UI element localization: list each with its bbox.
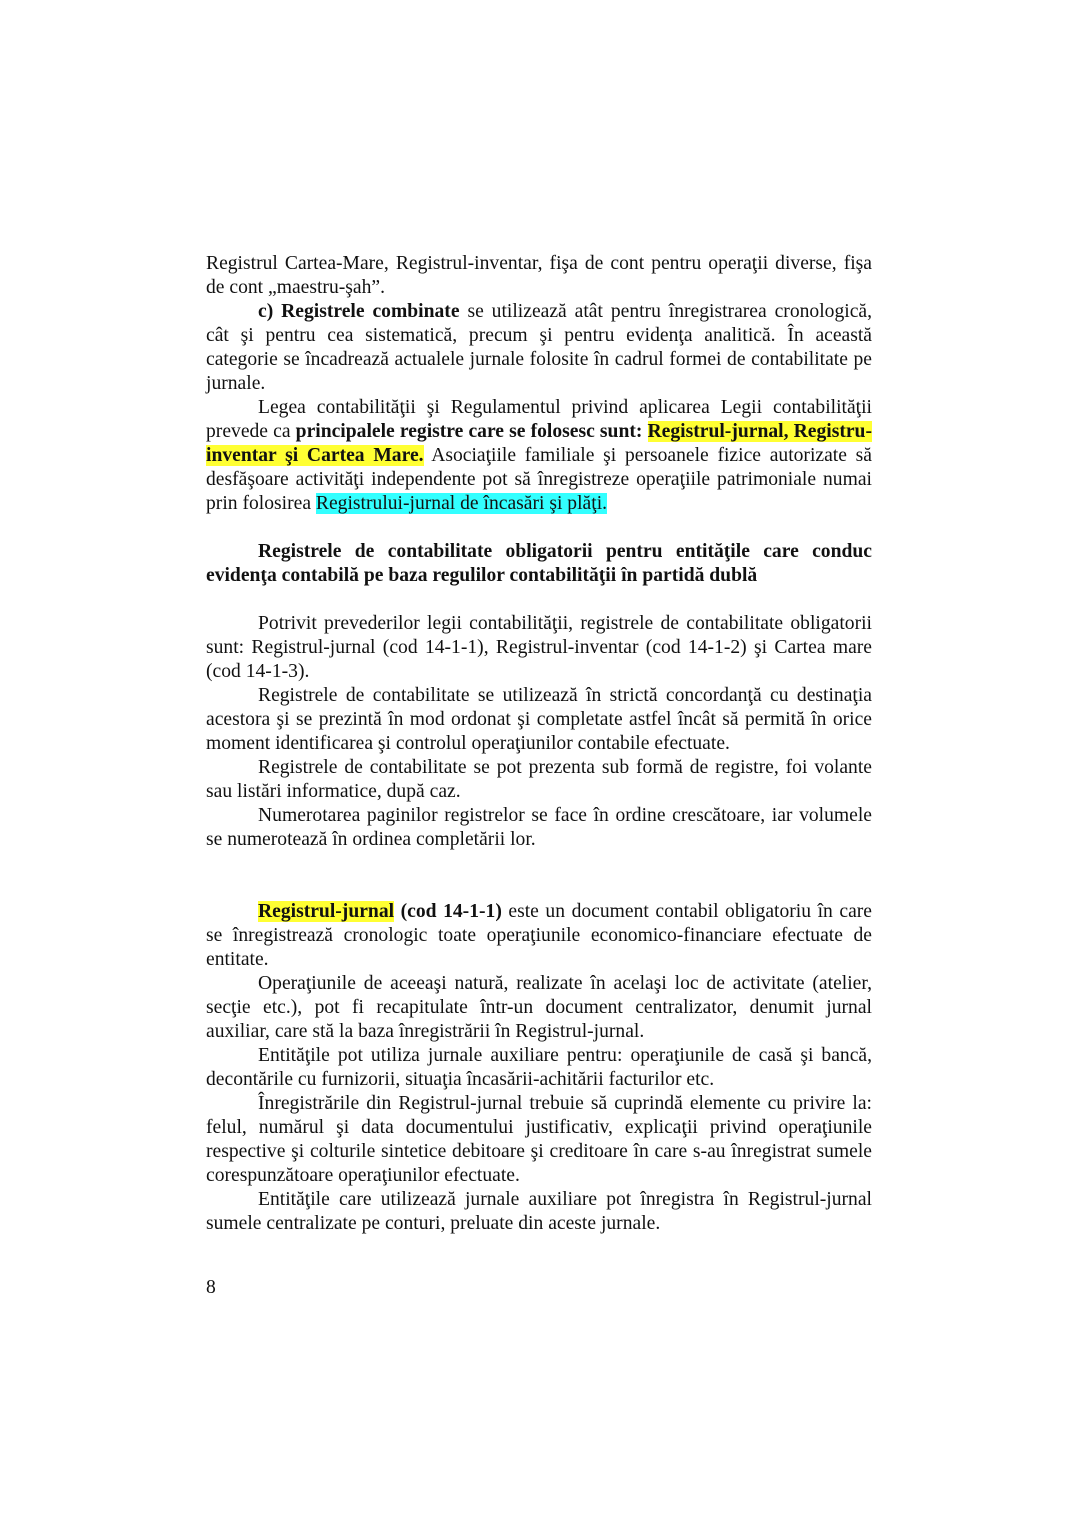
paragraph-auxiliary-journal: Operaţiunile de aceeaşi natură, realizate în acelaşi loc de activitate (atelier, secţie etc.), pot fi recapitulate într-un document centralizator, denumit jurnal auxiliar, care stă la baza înregistrării în Registrul-jurnal.: [206, 973, 872, 1042]
document-page: [206, 252, 872, 1236]
journal-register-term: Registrul-jurnal: [258, 901, 395, 922]
paragraph-register-usage: Registrele de contabilitate se utilizează în strictă concordanţă cu destinaţia acestora şi se prezintă în mod ordonat şi completate astfel încât să permită în orice moment identificarea şi controlul operaţiunilor contabile efectuate.: [206, 685, 872, 754]
combined-registers-term: c) Registrele combinate: [258, 301, 460, 322]
paragraph-mandatory-registers: Potrivit prevederilor legii contabilităţii, registrele de contabilitate obligatorii sunt: Registrul-jurnal (cod 14-1-1), Registrul-inventar (cod 14-1-2) şi Cartea mare (cod 14-1-3).: [206, 613, 872, 682]
page-number: 8: [206, 1277, 216, 1298]
paragraph-centralized-sums: Entităţile care utilizează jurnale auxiliare pot înregistra în Registrul-jurnal sumele centralizate pe conturi, preluate din aceste jurnale.: [206, 1189, 872, 1234]
paragraph-main-registers: [206, 396, 872, 516]
paragraph-register-forms: Registrele de contabilitate se pot prezenta sub formă de registre, foi volante sau listări informatice, după caz.: [206, 757, 872, 802]
paragraph-combined-registers: [206, 300, 872, 396]
paragraph-registers-list: Registrul Cartea-Mare, Registrul-inventar, fişa de cont pentru operaţii diverse, fişa de cont „maestru-şah”.: [206, 253, 872, 298]
main-registers-text: Asociaţiile familiale şi persoanele fizice autorizate să desfăşoare activităţi independente pot să înregistreze operaţiile patrimoniale numai prin folosirea: [206, 445, 872, 514]
main-registers-intro: Legea contabilităţii şi Regulamentul privind aplicarea Legii contabilităţii prevede ca: [206, 397, 872, 442]
main-registers-bold: principalele registre care se folosesc sunt:: [295, 421, 648, 442]
paragraph-journal-register: [206, 900, 872, 972]
section-heading: Registrele de contabilitate obligatorii pentru entităţile care conduc evidenţa contabilă pe baza regulilor contabilităţii în partidă dublă: [206, 541, 872, 586]
journal-register-code: (cod 14-1-1): [394, 901, 502, 922]
cash-journal-highlight: Registrului-jurnal de încasări şi plăţi.: [315, 493, 608, 514]
paragraph-page-numbering: Numerotarea paginilor registrelor se face în ordine crescătoare, iar volumele se numerotează în ordinea completării lor.: [206, 805, 872, 850]
journal-register-text: este un document contabil obligatoriu în care se înregistrează cronologic toate operaţiunile economico-financiare efectuate de entitate.: [206, 901, 873, 970]
combined-registers-text: se utilizează atât pentru înregistrarea cronologică, cât şi pentru cea sistematică, precum şi pentru evidenţa analitică. În această categorie se încadrează actualele jurnale folosite în cadrul formei de contabilitate pe jurnale.: [206, 301, 872, 394]
main-registers-highlight: Registrul-jurnal, Registru-inventar şi Cartea Mare.: [206, 421, 872, 466]
paragraph-journal-entries: Înregistrările din Registrul-jurnal trebuie să cuprindă elemente cu privire la: felul, numărul şi data documentului justificativ, explicaţii privind operaţiunile respective şi colturile sintetice debitoare şi creditoare în care s-au înregistrat sumele corespunzătoare operaţiunilor efectuate.: [206, 1093, 872, 1186]
paragraph-auxiliary-uses: Entităţile pot utiliza jurnale auxiliare pentru: operaţiunile de casă şi bancă, decontările cu furnizorii, situaţia încasării-achitării facturilor etc.: [206, 1045, 872, 1090]
